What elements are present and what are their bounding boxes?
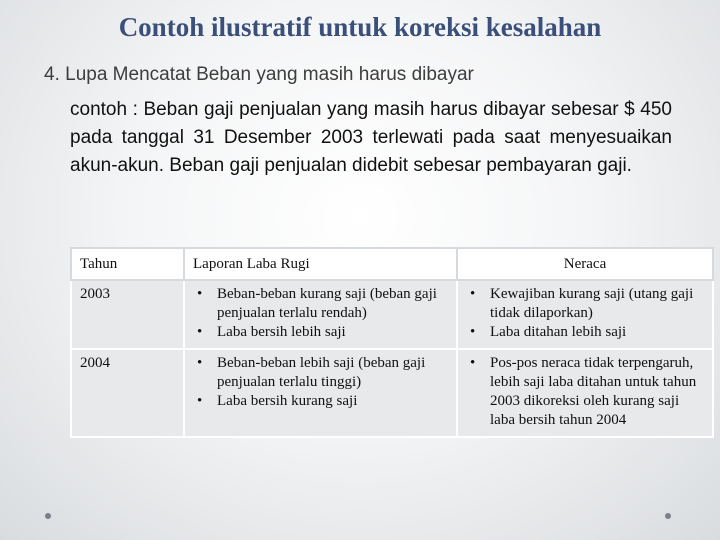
left-decor-dot-icon <box>45 513 51 519</box>
year-cell: 2004 <box>71 349 184 437</box>
list-item: • Laba bersih kurang saji <box>193 392 448 411</box>
correction-table <box>70 247 714 438</box>
list-item: • Beban-beban lebih saji (beban gaji penjualan terlalu tinggi) <box>193 354 448 392</box>
example-paragraph: contoh : Beban gaji penjualan yang masih harus dibayar sebesar $ 450 pada tanggal 31 Desember 2003 terlewati pada saat menyesuaikan akun-akun. Beban gaji penjualan didebit sebesar pembayaran gaji. <box>70 99 672 176</box>
table-row <box>71 349 713 437</box>
list-item: • Pos-pos neraca tidak terpengaruh, lebih saji laba ditahan untuk tahun 2003 dikoreksi oleh kurang saji laba bersih tahun 2004 <box>466 354 704 430</box>
table-row <box>71 280 713 349</box>
slide-title: Contoh ilustratif untuk koreksi kesalahan <box>118 12 602 42</box>
list-item: • Beban-beban kurang saji (beban gaji penjualan terlalu rendah) <box>193 285 448 323</box>
right-decor-dot-icon <box>665 513 671 519</box>
header-neraca: Neraca <box>457 248 713 280</box>
section-heading: 4. Lupa Mencatat Beban yang masih harus dibayar <box>44 64 474 85</box>
header-laporan-laba-rugi: Laporan Laba Rugi <box>184 248 457 280</box>
laba-rugi-cell <box>184 280 457 349</box>
list-item: • Kewajiban kurang saji (utang gaji tidak dilaporkan) <box>466 285 704 323</box>
header-tahun: Tahun <box>71 248 184 280</box>
list-item: • Laba ditahan lebih saji <box>466 323 704 342</box>
neraca-cell <box>457 280 713 349</box>
laba-rugi-cell <box>184 349 457 437</box>
table-header-row <box>71 248 713 280</box>
list-item: • Laba bersih lebih saji <box>193 323 448 342</box>
year-cell: 2003 <box>71 280 184 349</box>
neraca-cell <box>457 349 713 437</box>
